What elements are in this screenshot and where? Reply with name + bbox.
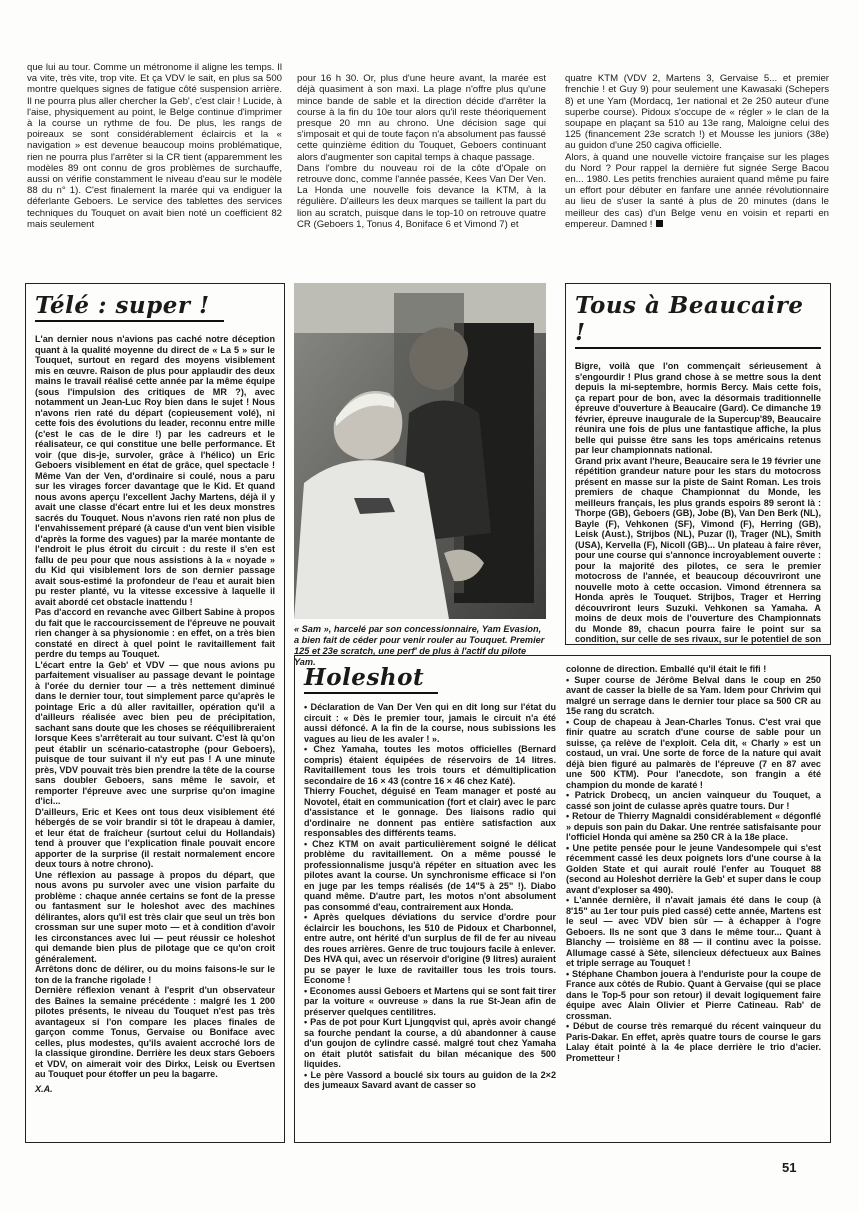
tele-paragraph: L'écart entre la Geb' et VDV — que nous avions pu parfaitement visualiser au passage devant le pointage à l'orée du dernier tour — a très nettement diminué dans le dernier tour, tout simplement parce qu'après le pointage Eric a dû aller ravitailler, opération qu'il a d'ailleurs réalisée avec bien peu de précipitation, sachant sans doute que les choses se rééquilibreraient lorsque Kees s'arrêterait au tour suivant. C'est là qu'on peut établir un scénario-catastrophe (pour Geboers), puisque de tour suivant il n'y eut pas ! A une minute près, VDV pouvait très bien prendre la tête de la course sans doubler Geboers, sans même le savoir, et remporter l'épreuve avec une surprise qu'on imagine d'ici...	[35, 659, 275, 806]
holeshot-column-2	[566, 664, 821, 1063]
holeshot-item: • L'année dernière, il n'avait jamais été dans le coup (à 8'15" au 1er tour puis pied cassé) cette année, Martens est le seul — avec VDV bien sûr — à échapper à l'ogre Geboers. Ils ne sont que 3 dans le même tour... Quant à Blanchy — troisième en 88 — il continu avec la poisse. Allumage cassé à Sète, silencieux défectueux aux Baînes et triple serrage au Touquet !	[566, 895, 821, 968]
page-number: 51	[782, 1160, 797, 1175]
holeshot-box	[294, 655, 831, 1143]
beaucaire-title: Tous à Beaucaire !	[575, 292, 821, 349]
tele-paragraph: Dernière réflexion venant à l'esprit d'un observateur des Baînes la semaine précédente : malgré les 1 200 pilotes présents, le niveau du Touquet n'est pas très avantageux si l'on compare les places finales de garçon comme Tonus, Gervaise ou Boniface avec celles, plus modestes, qu'ils avaient accroché lors de la classique girondine. Derrière les deux stars Geboers et VDV, on aimerait voir des Dirkx, Leisk ou Evertsen au Touquet pour étoffer un peu la bagarre.	[35, 985, 275, 1079]
tele-body	[35, 334, 275, 1080]
beaucaire-paragraph: Grand prix avant l'heure, Beaucaire sera le 19 février une répétition grandeur nature pour les stars du motocross présent en masse sur la piste de Saint Roman. Les trois premiers de chaque Championnat du Monde, les meilleurs français, les plus grands espoirs 89 seront là : Thorpe (GB), Geboers (GB), Jobe (B), Van Den Berk (NL), Bayle (F), Vehkonen (SF), Vimond (F), Herring (GB), Leisk (Aust.), Strijbos (NL), Puzar (I), Trager (NL), Smith (USA), Kervella (F), Nicoll (GB)... Un plateau à faire rêver, pour une course qui s'annonce incroyablement ouverte : pour la majorité des pilotes, ce sera le premier motocross de l'année, et beaucoup découvriront une nouvelle moto à cette occasion. Vimond étrennera sa Honda après le Touquet. Strijbos, Trager et Herring découvriront leurs Suzuki. Vehkonen sa Yamaha. A moins de deux mois de l'ouverture des Championnats du Monde 89, chacun pourra faire le point sur sa condition, sur celle de ses rivaux, sur le potentiel de son	[575, 455, 821, 644]
beaucaire-box	[565, 283, 831, 645]
holeshot-item: • Retour de Thierry Magnaldi considérablement « dégonflé » depuis son pain du Dakar. Une rentrée satisfaisante pour l'officiel Honda qui amène sa 250 CR à la 18e place.	[566, 811, 821, 842]
holeshot-item: Des HVA qui, avec un réservoir d'origine (9 litres) auraient pu se payer le luxe de ravitailler tous les trois tours. Econome !	[304, 954, 556, 985]
beaucaire-paragraph: Bigre, voilà que l'on commençait sérieusement à s'engourdir ! Plus grand chose à se mettre sous la dent depuis la mi-septembre, hormis Bercy. Mais cette fois, ça repart pour de bon, avec la désormais traditionnelle épreuve d'ouverture à Beaucaire (Gard). Ce dimanche 19 février, épreuve inaugurale de la Supercup'89, Beaucaire réunira une fois de plus une fantastique affiche, la plus belle qui puisse être sans les tops américains retenus par leur championnats national.	[575, 361, 821, 455]
intro-text-1: que lui au tour. Comme un métronome il aligne les temps. Il va vite, très vite, trop vite. Et ça VDV le sait, en plus sa 500 montre quelques signes de fatigue côté suspension arrière. Il ne pourra plus aller chercher la Geb', c'est clair ! Lucide, à l'aise, physiquement au point, le Belge continue d'imprimer à la course un rythme de fou. De plus, les rangs de poireaux se sont considérablement éclaircis et la « navigation » est devenue beaucoup moins problématique, rien ne pourra plus l'arrêter si la CR tient (apparemment les modèles 89 ont connu de gros problèmes de surchauffe, aussi on vérifie constamment le niveau d'eau sur le modèle 88 du n° 1). C'est finalement la marée qui va endiguer la déferlante Geboers. Le service des tablettes des services techniques du Touquet on avait bien noté un coefficient 82 mais seulement	[27, 62, 282, 230]
holeshot-text-1	[304, 702, 556, 1091]
holeshot-item: • Chez KTM on avait particulièrement soigné le délicat problème du ravitaillement. On a même poussé le professionnalisme jusqu'à répéter en situation avec les pilotes avant la course. Un synchronisme efficace si l'on en juge par les temps réalisés (de 14"5 à 25" !). Diabo quand même. D'autre part, les motos n'ont absolument pas consommé d'eau, contrairement aux Honda.	[304, 838, 556, 912]
holeshot-item: • Une petite pensée pour le jeune Vandesompele qui s'est récemment cassé les deux poignets lors d'une course à la Golden State et qui aurait roulé l'enfer au Touquet 88 (second au Holeshot derrière la Geb' et super dans le coup avant d'exploser sa 490).	[566, 842, 821, 895]
beaucaire-body	[575, 361, 821, 645]
tele-paragraph: Une réflexion au passage à propos du départ, que nous avons pu survoler avec une vision parfaite du problème : chaque année certains se font de la presse ou fantasment sur le holeshot avec des machines délirantes, alors qu'il est très clair que seul un très bon crossman sur une super moto — et à condition d'avoir les circonstances avec lui — peut réussir ce holeshot qui demande bien plus de pilotage que ce qu'on croit généralement.	[35, 869, 275, 964]
holeshot-item: • Déclaration de Van Der Ven qui en dit long sur l'état du circuit : « Dès le premier tour, jamais le circuit n'a été aussi défoncé. A la fin de la course, nous subissions les vagues au lieu de les avaler ! ».	[304, 702, 556, 744]
tele-box	[25, 283, 285, 1143]
holeshot-item: • Pas de pot pour Kurt Ljungqvist qui, après avoir changé sa fourche pendant la course, a dû abandonner à cause d'un goujon de cylindre cassé. malgré tout chez Yamaha on était plutôt satisfait du bilan mécanique des 500 liquides.	[304, 1017, 556, 1069]
intro-text-2: pour 16 h 30. Or, plus d'une heure avant, la marée est déjà quasiment à son maxi. La plage n'offre plus qu'une mince bande de sable et la direction décide d'arrêter la course à la fin du 10e tour alors qu'il reste théoriquement presque 20 mn au chrono. Une décision sage qui s'imposait et qui de toute façon n'a absolument pas faussé cette quinzième édition du Touquet, Geboers continuant alors d'augmenter son capital temps à chaque passage. Dans l'ombre du nouveau roi de la côte d'Opale on retrouve donc, comme l'année passée, Kees Van Der Ven. La Honda une nouvelle fois devance la KTM, à la régulière. D'ailleurs les deux marques se taillent la part du lion au scratch, puisque dans le top-10 on retrouve quatre CR (Geboers 1, Tonus 4, Boniface 6 et Vimond 7) et	[297, 73, 546, 230]
holeshot-column-1	[304, 664, 556, 1091]
holeshot-item: • Le père Vassord a bouclé six tours au guidon de la 2×2 des jumeaux Savard avant de casser so	[304, 1069, 556, 1090]
holeshot-item: • Super course de Jérôme Belval dans le coup en 250 avant de casser la bielle de sa Yam. Idem pour Chrivim qui malgré un serrage dans le dernier tour place sa 500 CR au 15e rang du scratch.	[566, 674, 821, 716]
holeshot-item: colonne de direction. Emballé qu'il était le fifi !	[566, 664, 767, 674]
holeshot-item: Thierry Fouchet, déguisé en Team manager et posté au Novotel, était en communication (fort et clair) avec le parc d'assistance et le gonnage. Des liaisons radio qui d'ordinaire ne donnent pas entière satisfaction aux responsables des différents teams.	[304, 786, 556, 838]
holeshot-item: • Patrick Drobecq, un ancien vainqueur du Touquet, a cassé son joint de culasse après quatre tours. Dur !	[566, 790, 821, 811]
holeshot-item: • Après quelques déviations du service d'ordre pour éclaircir les bouchons, les 510 de Pidoux et Charbonnel, entre autre, ont hérité d'un surplus de fil de fer au niveau des roues arrières. Genre de truc toujours facile à enlever.	[304, 912, 556, 954]
photo-caption: « Sam », harcelé par son concessionnaire, Yam Evasion, a bien fait de céder pour venir rouler au Touquet. Premier 125 et 23e scratch, une perf' de plus à l'actif du pilote Yam.	[294, 624, 545, 667]
tele-paragraph: Arrêtons donc de délirer, ou du moins faisons-le sur le ton de la franche rigolade !	[35, 964, 275, 985]
tele-title: Télé : super !	[35, 292, 224, 322]
intro-column-2	[297, 62, 546, 241]
holeshot-item: • Chez Yamaha, toutes les motos officielles (Bernard compris) étaient équipées de réservoirs de 14 litres. Ravitaillement tous les trois tours et démultiplication secondaire de 16 × 43 (contre 16 × 46 chez Katé).	[304, 744, 556, 786]
rider-photo	[294, 283, 546, 619]
intro-column-1	[27, 62, 282, 230]
holeshot-title: Holeshot	[304, 664, 438, 694]
holeshot-item: • Economes aussi Geboers et Martens qui se sont fait tirer par la voiture « ouvreuse » dans la rue St-Jean afin de préserver quelques centilitres.	[304, 985, 556, 1017]
tele-paragraph: D'ailleurs, Eric et Kees ont tous deux visiblement été hébergés de se voir brandir si tôt le drapeau à damier, et leur état de fraîcheur (surtout celui du Hollandais) tend à prouver que l'explication finale pouvait encore apporter de la surprise (il restait normalement encore deux tours à notre chrono).	[35, 806, 275, 869]
holeshot-item: • Début de course très remarqué du récent vainqueur du Paris-Dakar. En effet, après quatre tours de course le gars Lalay était pointé à la 4e place derrière le trio d'acier. Prometteur !	[566, 1021, 821, 1063]
holeshot-item: • Coup de chapeau à Jean-Charles Tonus. C'est vrai que finir quatre au scratch d'une course de sable pour un suisse, ça relève de l'exploit. Cela dit, « Charly » est un costaud, un vrai. Une sorte de force de la nature qui avait déjà bien figuré au palmarès de l'épreuve (7 en 87 avec une 500 KTM). Pour l'anecdote, son frangin a été champion du monde de karaté !	[566, 716, 821, 790]
holeshot-item: • Stéphane Chambon jouera à l'enduriste pour la coupe de France aux côtés de Rubio. Quant à Gervaise (qui se place dans le Top-5 pour son retour) il devait logiquement faire équipe avec Alain Olivier et Pierre Catineau. Rab' de crossman.	[566, 968, 821, 1021]
end-of-article-mark	[656, 220, 663, 227]
tele-signature: X.A.	[35, 1083, 53, 1094]
intro-column-3	[565, 62, 829, 230]
intro-text-3: quatre KTM (VDV 2, Martens 3, Gervaise 5... et premier frenchie ! et Guy 9) pour seulement une Kawasaki (Schepers 8) et une Yam (Mordacq, 1er national et 2e 250 auteur d'une superbe course). Pidoux s'occupe de « régler » le clan de la soupape en plaçant sa 510 au 13e rang, Maloigne celui des 125 (financement 23e scratch !) et Mousse les juniors (38e) au guidon d'une 250 cagiva officielle. Alors, à quand une nouvelle victoire française sur les plages du Nord ? Pour rappel la dernière fut signée Serge Bacou en... 1980. Les petits frenchies auraient quand même pu faire un effort pour débuter en fanfare une année révolutionnaire au lieu de s'user la santé à plus de 20 minutes (dans le meilleur des cas) d'un Belge venu en voisin et reparti en empereur. Damned !	[565, 73, 829, 230]
tele-paragraph: L'an dernier nous n'avions pas caché notre déception quant à la qualité moyenne du direct de « La 5 » sur le Touquet, surtout en regard des moyens visiblement mis en œuvre. Raison de plus pour applaudir des deux mains le travail réalisé cette année par la même équipe (sous l'impulsion des critiques de MR ?), avec notamment un Jean-Luc Roy bien dans le sujet ! Nous n'avons rien raté du départ (copieusement volé), ni cette fois des évolutions du leader, reconnu entre mille (c'est le cas de le dire !) par les cadreurs et le réalisateur, ce qui constitue une belle performance. Et voir (que dis-je, survoler, grâce à l'hélico) un Eric Geboers visiblement en état de grâce, quel spectacle ! Même Van der Ven, d'ordinaire si coulé, nous a paru sur les virages forcer davantage que le Kid. Et quand nous avons aperçu l'excellent Jachy Martens, déjà il y avait une classe d'écart entre lui et les deux monstres sacrés du Touquet. Nous n'avons rien raté non plus de l'envahissement préparé (à cause d'un vent bien visible d'après la forme des vagues) par la marée montante de l'endroit le plus étroit du circuit : du reste il s'en est fallu de peu pour que nous assistions à la « noyade » du Kid qui visiblement lors de son dernier passage avait sous-estimé la profondeur de l'eau et aurait bien pu rester planté, vu la vitesse excessive à laquelle il avait abordé cet obstacle inattendu !	[35, 334, 275, 607]
tele-paragraph: Pas d'accord en revanche avec Gilbert Sabine à propos du fait que le raccourcissement de l'épreuve ne pouvait rien changer à sa physionomie : en effet, on a très bien constaté en direct à quel point le ravitaillement fait perdre du temps au Touquet.	[35, 607, 275, 659]
